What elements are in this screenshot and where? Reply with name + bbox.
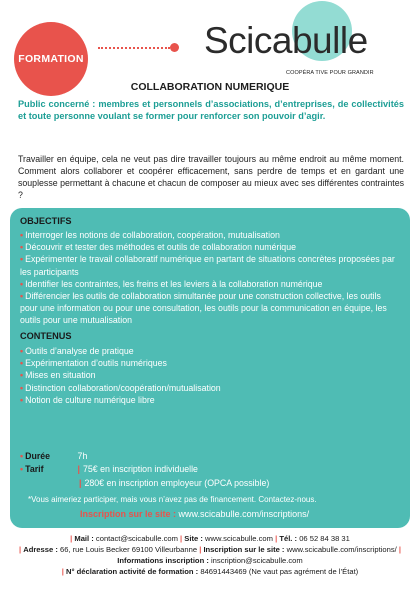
footer-tel: 06 52 84 38 31	[299, 534, 350, 543]
footer-line-2: | Adresse : 66, rue Louis Becker 69100 Villeurbanne | Inscription sur le site : www.scicabulle.com/inscriptions/ | Informations inscription : inscription@scicabulle.com	[18, 545, 401, 565]
public-concerne: Public concerné : membres et personnels d’associations, d’entreprises, de collectivités et toute personne voulant se former pour renforcer son pouvoir d’agir.	[18, 99, 404, 121]
tarif-label: Tarif	[25, 464, 44, 474]
footer-declaration: 84691443469 (Ne vaut pas agrément de l’État)	[200, 567, 359, 576]
tarif-row: • Tarif | 75€ en inscription individuelle	[20, 464, 198, 474]
list-item: • Identifier les contraintes, les freins et les leviers à la collaboration numérique	[20, 278, 323, 289]
logo-tagline: COOPÉRA TIVE POUR GRANDIR	[286, 70, 374, 76]
contenus-title: CONTENUS	[20, 331, 72, 341]
scicabulle-logo: Scicabulle	[204, 20, 368, 61]
list-item: • Distinction collaboration/coopération/mutualisation	[20, 382, 221, 393]
duree-label: Durée	[25, 451, 51, 461]
tarif-individuel: 75€ en inscription individuelle	[83, 464, 198, 474]
inscription-link[interactable]: www.scicabulle.com/inscriptions/	[178, 509, 310, 519]
objectifs-list	[20, 229, 400, 327]
footer	[14, 533, 406, 577]
tarif-row-2: | 280€ en inscription employeur (OPCA possible)	[79, 478, 270, 488]
objectifs-title: OBJECTIFS	[20, 216, 72, 226]
duree-row: • Durée 7h	[20, 451, 88, 461]
footer-site[interactable]: www.scicabulle.com	[205, 534, 273, 543]
list-item: • Mises en situation	[20, 370, 96, 381]
footer-infos[interactable]: inscription@scicabulle.com	[210, 556, 303, 565]
list-item: • Outils d’analyse de pratique	[20, 346, 134, 356]
list-item: • Différencier les outils de collaboration simultanée pour une construction collective, les outils pour une information ou pour une consultation, les outils pour la communication en équipe, les outils pour une mutualisation	[20, 291, 387, 326]
intro-text: Travailler en équipe, cela ne veut pas dire travailler toujours au même endroit au même moment. Comment alors collaborer et coopérer efficacement, sans perdre de temps et en gardant une souplesse permettant à chacune et chacun de composer au mieux avec ses différentes contraintes ?	[18, 154, 404, 200]
formation-badge-label: FORMATION	[18, 53, 84, 65]
page-title: COLLABORATION NUMERIQUE	[130, 81, 290, 93]
footer-line-3: | N° déclaration activité de formation : 84691443469 (Ne vaut pas agrément de l’État)	[61, 567, 359, 576]
list-item: • Expérimenter le travail collaboratif numérique en partant de situations concrètes proposées par les participants	[20, 254, 395, 277]
footer-mail[interactable]: contact@scicabulle.com	[95, 534, 178, 543]
duree-value: 7h	[77, 451, 88, 461]
financement-note: *Vous aimeriez participer, mais vous n’avez pas de financement. Contactez-nous.	[28, 495, 317, 504]
inscription-label: Inscription sur le site :	[80, 509, 177, 519]
footer-adresse: 66, rue Louis Becker 69100 Villeurbanne	[59, 545, 198, 554]
list-item: • Interroger les notions de collaboration, coopération, mutualisation	[20, 230, 280, 240]
footer-inscription[interactable]: www.scicabulle.com/inscriptions/	[286, 545, 397, 554]
list-item: • Découvrir et tester des méthodes et outils de collaboration numérique	[20, 242, 296, 253]
contenus-list	[20, 345, 400, 406]
footer-line-1: | Mail : contact@scicabulle.com | Site : www.scicabulle.com | Tél. : 06 52 84 38 31	[70, 534, 350, 543]
connector-dot	[170, 43, 179, 52]
list-item: • Notion de culture numérique libre	[20, 394, 155, 405]
dotted-connector	[98, 47, 170, 51]
tarif-employeur: 280€ en inscription employeur (OPCA possible)	[84, 478, 270, 488]
inscription-line	[80, 509, 309, 519]
list-item: • Expérimentation d’outils numériques	[20, 358, 167, 369]
